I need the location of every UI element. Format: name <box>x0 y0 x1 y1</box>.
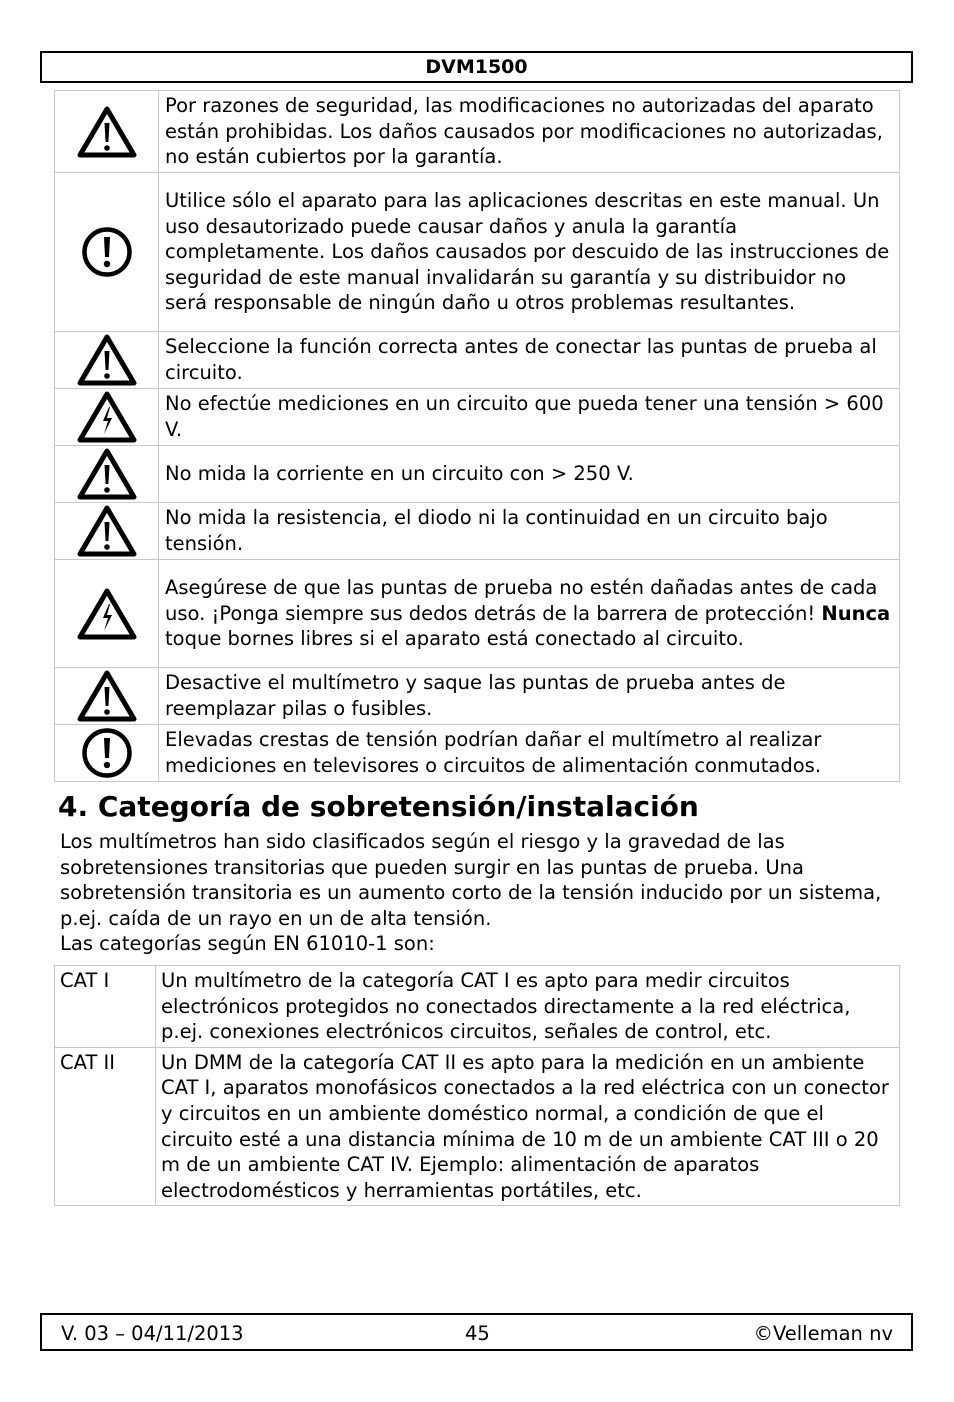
footer-version: V. 03 – 04/11/2013 <box>61 1322 244 1345</box>
footer-page-number: 45 <box>465 1322 490 1345</box>
category-table <box>54 965 900 1206</box>
table-row <box>55 966 900 1048</box>
table-row <box>55 503 900 560</box>
exclamation-circle-icon <box>81 727 133 779</box>
warning-triangle-icon <box>76 504 138 558</box>
section-paragraph: Los multímetros han sido clasificados según el riesgo y la gravedad de las sobretensiones transitorias que pueden surgir en las puntas de prueba. Una sobretensión transitoria es un aumento corto de la tensión inducido por un sistema, p.ej. caída de un rayo en un de alta tensión. <box>60 830 882 930</box>
warning-triangle-icon <box>76 105 138 159</box>
table-row <box>55 560 900 668</box>
warning-triangle-icon <box>76 669 138 723</box>
safety-text: No mida la corriente en un circuito con > 250 V. <box>159 446 900 503</box>
page-footer <box>40 1313 913 1351</box>
warning-triangle-icon <box>76 447 138 501</box>
table-row <box>55 173 900 332</box>
warning-triangle-icon <box>76 333 138 387</box>
safety-text: Elevadas crestas de tensión podrían dañar el multímetro al realizar mediciones en televisores o circuitos de alimentación conmutados. <box>159 725 900 782</box>
safety-text-part: toque bornes libres si el aparato está conectado al circuito. <box>165 627 744 651</box>
exclamation-circle-icon <box>81 226 133 278</box>
high-voltage-triangle-icon <box>76 587 138 641</box>
safety-text: No mida la resistencia, el diodo ni la continuidad en un circuito bajo tensión. <box>159 503 900 560</box>
table-row <box>55 1047 900 1206</box>
safety-text-bold: Nunca <box>821 601 891 625</box>
safety-text <box>159 560 900 668</box>
table-row <box>55 725 900 782</box>
category-description: Un multímetro de la categoría CAT I es apto para medir circuitos electrónicos protegidos no conectados directamente a la red eléctrica, p.ej. conexiones electrónicos circuitos, señales de control, etc. <box>156 966 900 1048</box>
section-intro: Las categorías según EN 61010-1 son: <box>60 932 435 956</box>
safety-text: Por razones de seguridad, las modificaciones no autorizadas del aparato están prohibidas. Los daños causados por modificaciones no autorizadas, no están cubiertos por la garantía. <box>159 91 900 173</box>
safety-text: Utilice sólo el aparato para las aplicaciones descritas en este manual. Un uso desautorizado puede causar daños y anula la garantía completamente. Los daños causados por descuido de las instrucciones de seguridad de este manual invalidarán su garantía y su distribuidor no será responsable de ningún daño u otros problemas resultantes. <box>159 173 900 332</box>
safety-table <box>54 90 900 782</box>
footer-copyright: ©Velleman nv <box>753 1322 893 1345</box>
safety-text-part: Asegúrese de que las puntas de prueba no estén dañadas antes de cada uso. ¡Ponga siempre sus dedos detrás de la barrera de protección! <box>165 576 878 625</box>
page-header <box>40 51 913 83</box>
table-row <box>55 91 900 173</box>
table-row <box>55 446 900 503</box>
safety-text: Seleccione la función correcta antes de conectar las puntas de prueba al circuito. <box>159 332 900 389</box>
category-label: CAT I <box>55 966 156 1048</box>
category-description: Un DMM de la categoría CAT II es apto para la medición en un ambiente CAT I, aparatos monofásicos conectados a la red eléctrica con un conector y circuitos en un ambiente doméstico normal, a condición de que el circuito esté a una distancia mínima de 10 m de un ambiente CAT III o 20 m de un ambiente CAT IV. Ejemplo: alimentación de aparatos electrodomésticos y herramientas portátiles, etc. <box>156 1047 900 1206</box>
section-title: 4. Categoría de sobretensión/instalación <box>58 790 699 823</box>
table-row <box>55 332 900 389</box>
header-title: DVM1500 <box>425 56 528 78</box>
table-row <box>55 389 900 446</box>
safety-text: Desactive el multímetro y saque las puntas de prueba antes de reemplazar pilas o fusibles. <box>159 668 900 725</box>
section-body <box>60 829 900 957</box>
table-row <box>55 668 900 725</box>
category-label: CAT II <box>55 1047 156 1206</box>
high-voltage-triangle-icon <box>76 390 138 444</box>
safety-text: No efectúe mediciones en un circuito que pueda tener una tensión > 600 V. <box>159 389 900 446</box>
